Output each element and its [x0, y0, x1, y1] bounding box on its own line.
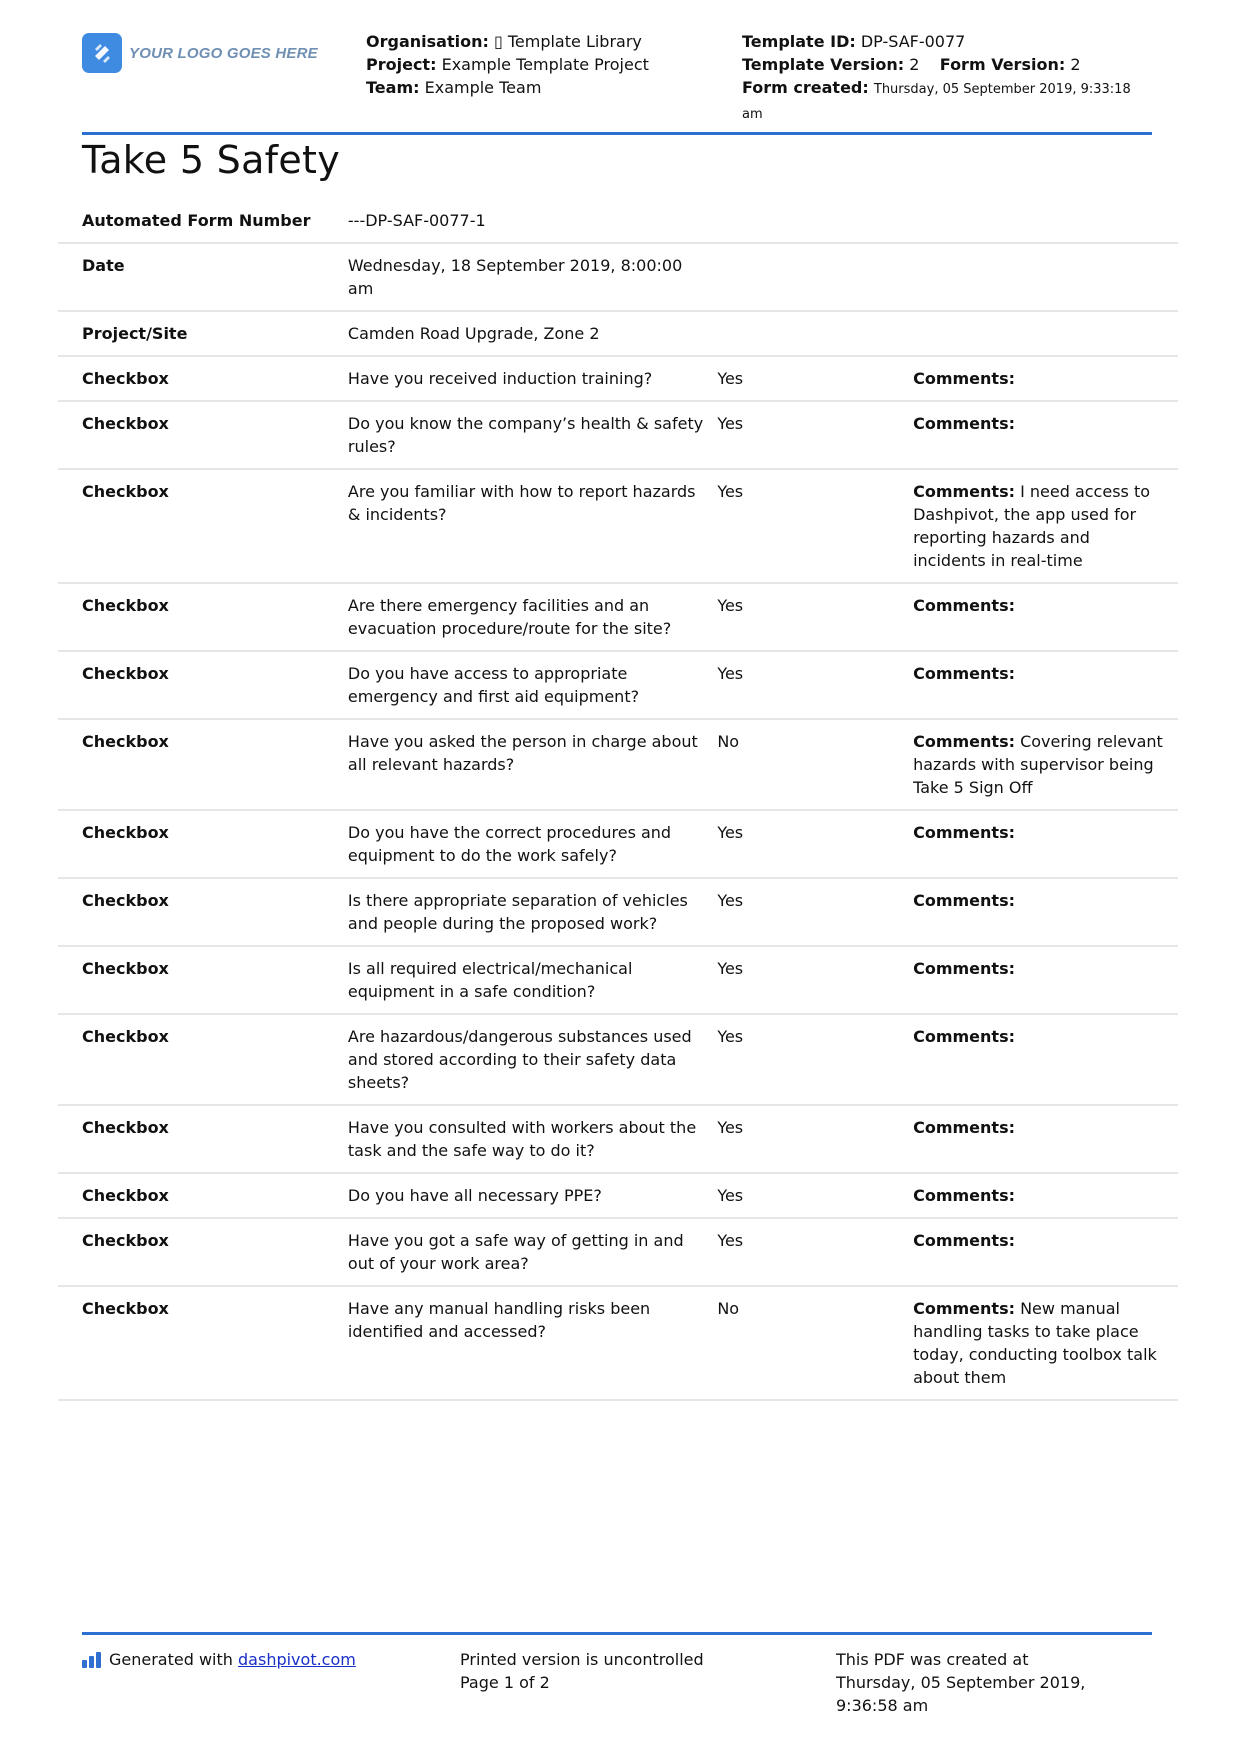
checklist-question: Is there appropriate separation of vehicles and people during the proposed work? [347, 891, 688, 933]
logo-text: YOUR LOGO GOES HERE [129, 44, 318, 62]
checklist-question: Are hazardous/dangerous substances used and stored according to their safety data sheets? [347, 1027, 692, 1092]
checkbox-label: Checkbox [82, 959, 169, 978]
comments-label: Comments: [913, 369, 1015, 388]
team-label: Team: [366, 78, 420, 97]
project-label: Project: [366, 55, 437, 74]
checklist-answer: Yes [717, 664, 744, 683]
form-version-label: Form Version: [939, 55, 1066, 74]
field-label: Project/Site [82, 324, 188, 343]
checklist-answer: No [717, 1299, 740, 1318]
comments-label: Comments: [913, 1299, 1015, 1318]
page-header [82, 30, 1152, 130]
field-label: Automated Form Number [82, 211, 311, 230]
dashpivot-icon [82, 1652, 101, 1668]
template-id-value: DP-SAF-0077 [860, 32, 966, 51]
footer-print-info [460, 1648, 704, 1694]
checklist-question: Do you know the company’s health & safety rules? [347, 414, 704, 456]
checklist-answer: Yes [717, 891, 744, 910]
comments-label: Comments: [913, 1186, 1015, 1205]
checklist-question: Have you consulted with workers about the task and the safe way to do it? [347, 1118, 697, 1160]
checklist-comments [913, 1218, 1178, 1286]
checklist-question: Have any manual handling risks been identified and accessed? [347, 1299, 651, 1341]
comments-label: Comments: [913, 596, 1015, 615]
checklist-answer: Yes [717, 1118, 744, 1137]
checklist-comments [913, 356, 1178, 401]
checkbox-label: Checkbox [82, 1118, 169, 1137]
field-empty [717, 311, 913, 356]
header-template-info [742, 30, 1142, 126]
footer-pdf-created [836, 1648, 1136, 1717]
comments-label: Comments: [913, 891, 1015, 910]
pdf-created-value: Thursday, 05 September 2019, 9:36:58 am [836, 1673, 1086, 1715]
checklist-row [58, 401, 1178, 469]
checklist-answer: Yes [717, 414, 744, 433]
checklist-comments [913, 1105, 1178, 1173]
checklist-comments [913, 946, 1178, 1014]
checklist-row [58, 469, 1178, 583]
checklist-answer: Yes [717, 482, 744, 501]
checkbox-label: Checkbox [82, 823, 169, 842]
checklist-row [58, 719, 1178, 810]
form-created-label: Form created: [742, 78, 869, 97]
comments-label: Comments: [913, 732, 1015, 751]
checklist-question: Do you have all necessary PPE? [347, 1186, 602, 1205]
checkbox-label: Checkbox [82, 369, 169, 388]
checklist-answer: Yes [717, 596, 744, 615]
logo-icon [82, 33, 122, 73]
checkbox-label: Checkbox [82, 482, 169, 501]
checklist-answer: Yes [717, 369, 744, 388]
field-empty [717, 199, 913, 243]
checklist-comments [913, 810, 1178, 878]
field-row [58, 311, 1178, 356]
comments-label: Comments: [913, 664, 1015, 683]
form-table [58, 199, 1178, 1401]
template-id-label: Template ID: [742, 32, 856, 51]
field-empty [913, 243, 1178, 311]
checkbox-label: Checkbox [82, 891, 169, 910]
checkbox-label: Checkbox [82, 1299, 169, 1318]
comments-label: Comments: [913, 414, 1015, 433]
page-title: Take 5 Safety [82, 138, 341, 182]
template-version-label: Template Version: [742, 55, 905, 74]
checklist-row [58, 1014, 1178, 1105]
comment-text: I need access to Dashpivot, the app used for reporting hazards and incidents in real-time [913, 482, 1151, 570]
checklist-answer: Yes [717, 823, 744, 842]
checklist-row [58, 1105, 1178, 1173]
uncontrolled-text: Printed version is uncontrolled [460, 1650, 704, 1669]
field-row [58, 199, 1178, 243]
checklist-answer: No [717, 732, 740, 751]
checklist-question: Do you have the correct procedures and equipment to do the work safely? [347, 823, 672, 865]
checkbox-label: Checkbox [82, 1027, 169, 1046]
checklist-comments [913, 878, 1178, 946]
checklist-row [58, 1218, 1178, 1286]
checklist-answer: Yes [717, 1186, 744, 1205]
checklist-comments [913, 719, 1178, 810]
checklist-row [58, 651, 1178, 719]
checklist-comments [913, 469, 1178, 583]
checklist-row [58, 583, 1178, 651]
comments-label: Comments: [913, 823, 1015, 842]
comments-label: Comments: [913, 959, 1015, 978]
comments-label: Comments: [913, 482, 1015, 501]
project-value: Example Template Project [441, 55, 649, 74]
checklist-question: Have you received induction training? [347, 369, 653, 388]
template-version-value: 2 [909, 55, 920, 74]
checkbox-label: Checkbox [82, 596, 169, 615]
checklist-question: Do you have access to appropriate emergency and first aid equipment? [347, 664, 640, 706]
checklist-question: Are you familiar with how to report hazards & incidents? [347, 482, 696, 524]
field-value: Wednesday, 18 September 2019, 8:00:00 am [347, 256, 683, 298]
comment-text: New manual handling tasks to take place today, conducting toolbox talk about them [913, 1299, 1157, 1387]
checkbox-label: Checkbox [82, 414, 169, 433]
comments-label: Comments: [913, 1118, 1015, 1137]
checklist-row [58, 878, 1178, 946]
checklist-comments [913, 1014, 1178, 1105]
footer-divider [82, 1632, 1152, 1635]
checklist-comments [913, 583, 1178, 651]
field-empty [913, 199, 1178, 243]
footer-generated [82, 1648, 356, 1671]
field-empty [913, 311, 1178, 356]
comments-label: Comments: [913, 1231, 1015, 1250]
checklist-question: Are there emergency facilities and an evacuation procedure/route for the site? [347, 596, 672, 638]
checklist-row [58, 946, 1178, 1014]
organisation-label: Organisation: [366, 32, 489, 51]
header-org-info [366, 30, 696, 99]
checklist-comments [913, 651, 1178, 719]
checklist-row [58, 810, 1178, 878]
checkbox-label: Checkbox [82, 1231, 169, 1250]
field-empty [717, 243, 913, 311]
field-label: Date [82, 256, 125, 275]
dashpivot-link[interactable]: dashpivot.com [238, 1650, 356, 1669]
pdf-created-label: This PDF was created at [836, 1650, 1029, 1669]
generated-text: Generated with [109, 1650, 233, 1669]
checkbox-label: Checkbox [82, 732, 169, 751]
checklist-answer: Yes [717, 1231, 744, 1250]
checklist-question: Have you got a safe way of getting in and out of your work area? [347, 1231, 684, 1273]
page-number: Page 1 of 2 [460, 1673, 550, 1692]
checklist-answer: Yes [717, 1027, 744, 1046]
field-row [58, 243, 1178, 311]
form-created-value: Thursday, 05 September 2019, 9:33:18 am [742, 82, 1131, 122]
checklist-comments [913, 1173, 1178, 1218]
checkbox-label: Checkbox [82, 664, 169, 683]
checklist-row [58, 1173, 1178, 1218]
checklist-question: Is all required electrical/mechanical equipment in a safe condition? [347, 959, 633, 1001]
comments-label: Comments: [913, 1027, 1015, 1046]
checklist-comments [913, 401, 1178, 469]
field-value: Camden Road Upgrade, Zone 2 [347, 324, 600, 343]
checklist-question: Have you asked the person in charge about all relevant hazards? [347, 732, 698, 774]
checklist-answer: Yes [717, 959, 744, 978]
checklist-row [58, 356, 1178, 401]
checklist-comments [913, 1286, 1178, 1400]
company-logo [82, 33, 318, 73]
checklist-row [58, 1286, 1178, 1400]
field-value: ---DP-SAF-0077-1 [347, 211, 486, 230]
header-divider [82, 132, 1152, 135]
checkbox-label: Checkbox [82, 1186, 169, 1205]
comment-text: Covering relevant hazards with supervisor being Take 5 Sign Off [913, 732, 1163, 797]
team-value: Example Team [424, 78, 542, 97]
form-version-value: 2 [1070, 55, 1081, 74]
organisation-value: ▯ Template Library [493, 32, 642, 51]
